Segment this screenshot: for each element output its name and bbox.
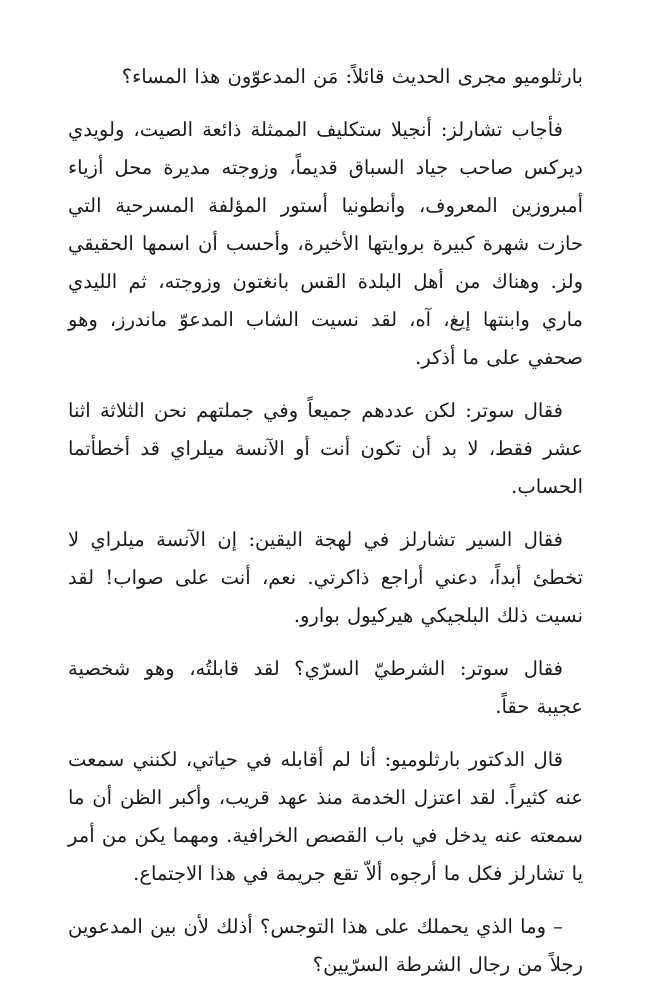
paragraph-5: فقال سوتر: الشرطيّ السرّي؟ لقد قابلتُه، وهو شخصية عجيبة حقاً.: [68, 657, 583, 718]
paragraph-2: فأجاب تشارلز: أنجيلا ستكليف الممثلة ذائعة الصيت، ولويدي ديركس صاحب جياد السباق قديماً، وزوجته مديرة محل أزياء أمبروزين المعروف، وأنطونيا أستور المؤلفة المسرحية التي حازت شهرة كبيرة بروايتها الأخيرة، وأحسب أن اسمها الحقيقي ولز. وهناك من أهل البلدة القس بانغتون وزوجته، ثم الليدي ماري وابنتها إيغ، آه، لقد نسيت الشاب المدعوّ ماندرز، وهو صحفي على ما أذكر.: [68, 118, 583, 369]
paragraph-1: بارثلوميو مجرى الحديث قائلاً: مَن المدعوّون هذا المساء؟: [121, 65, 583, 88]
paragraph-7: – وما الذي يحملك على هذا التوجس؟ أذلك لأن بين المدعوين رجلاً من رجال الشرطة السرّيين؟: [68, 915, 583, 976]
paragraph-6: قال الدكتور بارثلوميو: أنا لم أقابله في حياتي، لكنني سمعت عنه كثيراً. لقد اعتزل الخدمة منذ عهد قريب، وأكبر الظن أن ما سمعته عنه يدخل في باب القصص الخرافية. ومهما يكن من أمر يا تشارلز فكل ما أرجوه ألاّ تقع جريمة في هذا الاجتماع.: [68, 748, 583, 885]
paragraph-3: فقال سوتر: لكن عددهم جميعاً وفي جملتهم نحن الثلاثة اثنا عشر فقط، لا بد أن تكون أنت أو الآنسة ميلراي قد أخطأتما الحساب.: [68, 399, 583, 498]
paragraph-4: فقال السير تشارلز في لهجة اليقين: إن الآنسة ميلراي لا تخطئ أبداً، دعني أراجع ذاكرتي. نعم، أنت على صواب! لقد نسيت ذلك البلجيكي هيركيول بوارو.: [68, 528, 583, 627]
book-page: [68, 58, 583, 984]
